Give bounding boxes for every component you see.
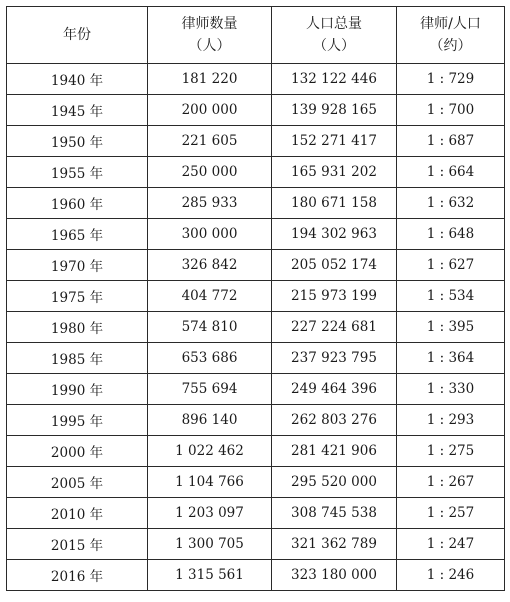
table-header [7,7,505,64]
cell-lawyer-count: 326 842 [148,250,272,281]
lawyer-population-table-container [6,6,504,591]
cell-population: 323 180 000 [272,560,397,591]
cell-ratio: 1 : 729 [397,64,505,95]
cell-year: 1975 年 [7,281,148,312]
table-row [7,95,505,126]
cell-ratio: 1 : 700 [397,95,505,126]
cell-population: 132 122 446 [272,64,397,95]
table-row [7,405,505,436]
header-year [7,7,148,64]
cell-ratio: 1 : 534 [397,281,505,312]
header-ratio-label: 律师/人口 [420,16,481,32]
cell-lawyer-count: 1 104 766 [148,467,272,498]
cell-ratio: 1 : 364 [397,343,505,374]
table-row [7,436,505,467]
table-body [7,64,505,591]
cell-ratio: 1 : 648 [397,219,505,250]
cell-year: 1955 年 [7,157,148,188]
cell-year: 2010 年 [7,498,148,529]
cell-year: 1965 年 [7,219,148,250]
table-row [7,560,505,591]
table-row [7,219,505,250]
cell-ratio: 1 : 627 [397,250,505,281]
header-population-label: 人口总量 [306,16,362,32]
header-lawyer-count-unit: （人） [188,38,231,54]
cell-year: 2015 年 [7,529,148,560]
cell-population: 237 923 795 [272,343,397,374]
header-ratio-unit: （约） [429,38,472,54]
cell-population: 180 671 158 [272,188,397,219]
cell-population: 194 302 963 [272,219,397,250]
cell-year: 1995 年 [7,405,148,436]
cell-lawyer-count: 755 694 [148,374,272,405]
cell-population: 227 224 681 [272,312,397,343]
table-row [7,312,505,343]
cell-ratio: 1 : 247 [397,529,505,560]
cell-ratio: 1 : 395 [397,312,505,343]
table-row [7,498,505,529]
cell-ratio: 1 : 257 [397,498,505,529]
cell-lawyer-count: 574 810 [148,312,272,343]
cell-population: 308 745 538 [272,498,397,529]
cell-ratio: 1 : 275 [397,436,505,467]
lawyer-population-table [6,6,505,591]
header-lawyer-count [148,7,272,64]
cell-year: 1980 年 [7,312,148,343]
header-population [272,7,397,64]
cell-population: 165 931 202 [272,157,397,188]
cell-year: 2000 年 [7,436,148,467]
cell-ratio: 1 : 246 [397,560,505,591]
cell-lawyer-count: 300 000 [148,219,272,250]
table-row [7,529,505,560]
cell-population: 205 052 174 [272,250,397,281]
cell-lawyer-count: 1 315 561 [148,560,272,591]
cell-ratio: 1 : 632 [397,188,505,219]
cell-population: 152 271 417 [272,126,397,157]
cell-lawyer-count: 200 000 [148,95,272,126]
cell-lawyer-count: 250 000 [148,157,272,188]
header-population-unit: （人） [313,38,355,54]
table-row [7,188,505,219]
cell-lawyer-count: 1 203 097 [148,498,272,529]
table-row [7,126,505,157]
cell-year: 1985 年 [7,343,148,374]
cell-year: 1945 年 [7,95,148,126]
cell-year: 1960 年 [7,188,148,219]
cell-lawyer-count: 1 300 705 [148,529,272,560]
cell-year: 1950 年 [7,126,148,157]
cell-ratio: 1 : 664 [397,157,505,188]
table-row [7,374,505,405]
table-row [7,250,505,281]
cell-population: 262 803 276 [272,405,397,436]
cell-lawyer-count: 653 686 [148,343,272,374]
cell-lawyer-count: 181 220 [148,64,272,95]
table-row [7,281,505,312]
cell-population: 215 973 199 [272,281,397,312]
cell-ratio: 1 : 293 [397,405,505,436]
table-row [7,157,505,188]
cell-lawyer-count: 1 022 462 [148,436,272,467]
cell-lawyer-count: 896 140 [148,405,272,436]
cell-population: 295 520 000 [272,467,397,498]
table-row [7,64,505,95]
cell-year: 1940 年 [7,64,148,95]
cell-lawyer-count: 404 772 [148,281,272,312]
cell-year: 2005 年 [7,467,148,498]
cell-year: 1970 年 [7,250,148,281]
header-row [7,7,505,64]
cell-lawyer-count: 221 605 [148,126,272,157]
cell-population: 281 421 906 [272,436,397,467]
cell-year: 1990 年 [7,374,148,405]
table-row [7,467,505,498]
cell-population: 249 464 396 [272,374,397,405]
table-row [7,343,505,374]
cell-year: 2016 年 [7,560,148,591]
cell-lawyer-count: 285 933 [148,188,272,219]
header-ratio [397,7,505,64]
cell-ratio: 1 : 267 [397,467,505,498]
cell-ratio: 1 : 330 [397,374,505,405]
cell-ratio: 1 : 687 [397,126,505,157]
header-lawyer-count-label: 律师数量 [181,16,238,32]
cell-population: 321 362 789 [272,529,397,560]
cell-population: 139 928 165 [272,95,397,126]
header-year-label: 年份 [63,27,91,43]
